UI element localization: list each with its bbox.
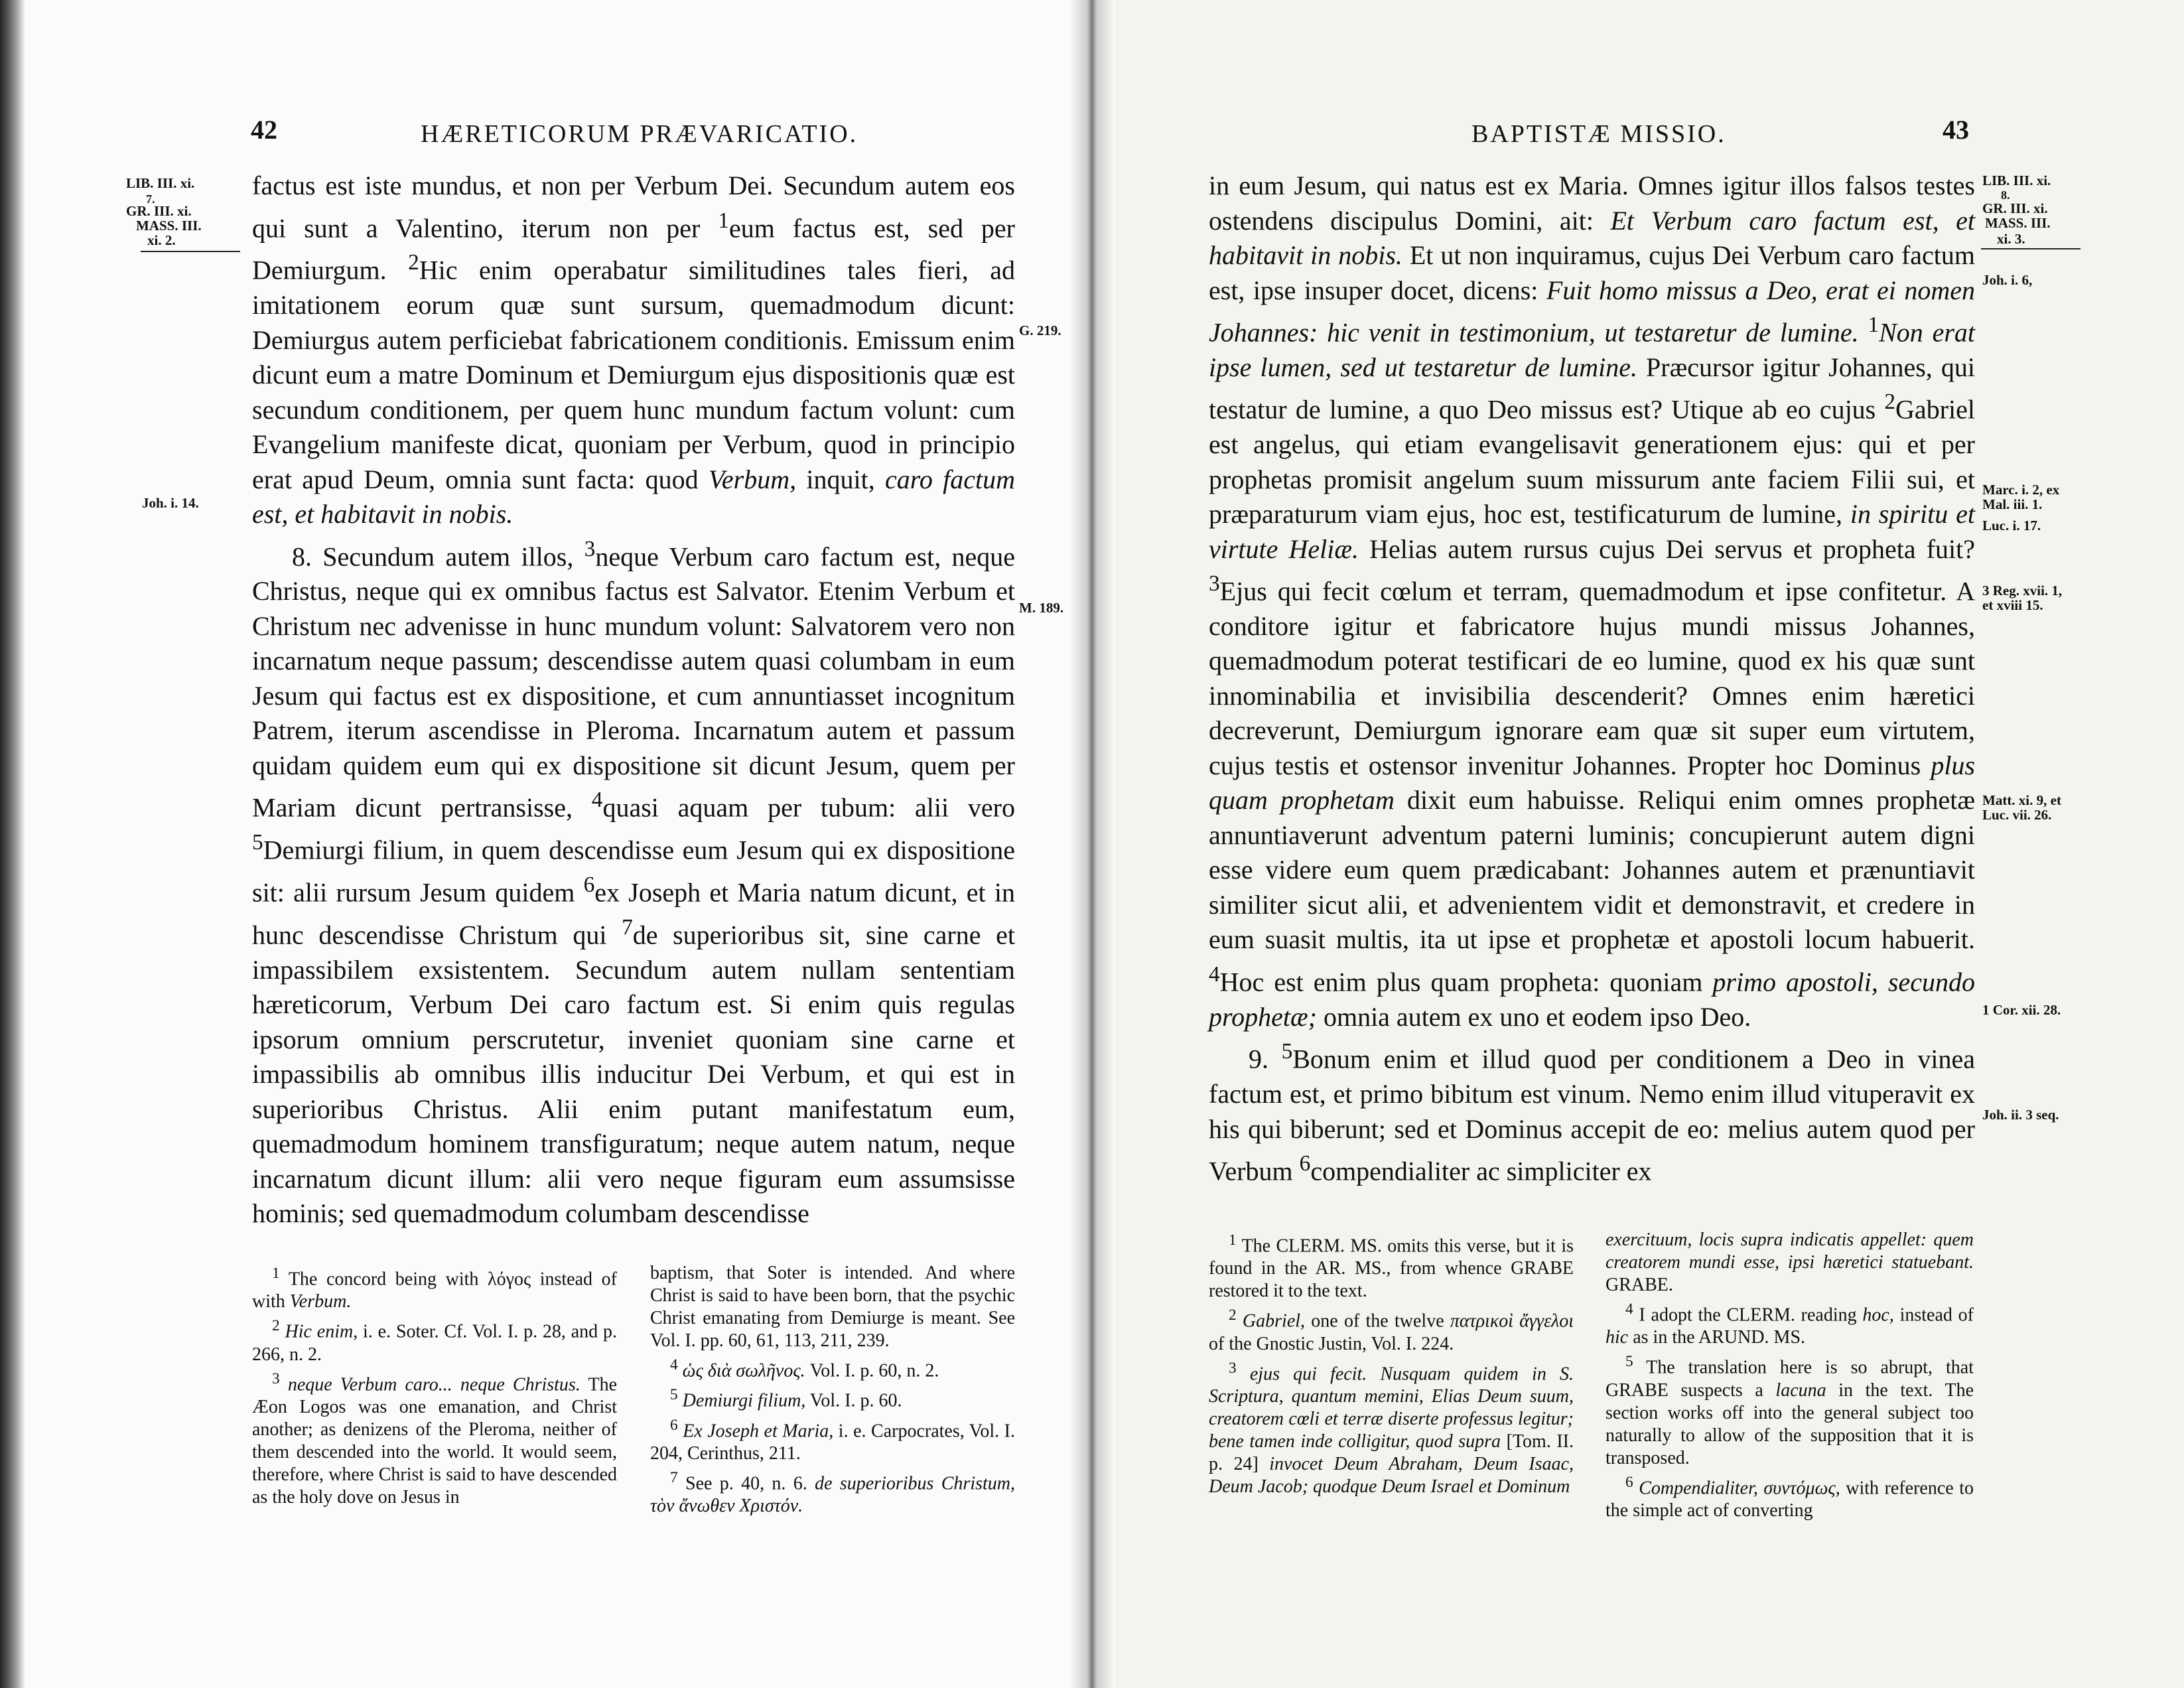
margin-note-matt: Matt. xi. 9, et [1982, 792, 2061, 808]
footnote-3: $^3$ ejus qui fecit. Nusquam quidem in S. Scriptura, quantum memini, Elias Deum suum, creatorem cœli et terræ diserte professus legitur; bene tamen inde colligitur, quod supra [Tom. II. p. 24] invocet Deum Abraham, Deum Isaac, Deum Jacob; quodque Deum Israel et Dominum [1209, 1359, 1574, 1497]
margin-note-gr-sub: 7. [146, 192, 155, 206]
book-binding-edge [0, 0, 25, 1688]
margin-note-mass: MASS. III. [136, 218, 202, 234]
margin-note-lib: LIB. III. xi. [1982, 173, 2051, 188]
margin-note-joh2: Joh. ii. 3 seq. [1982, 1107, 2059, 1123]
margin-note-cor: 1 Cor. xii. 28. [1982, 1002, 2061, 1018]
footnote-1: $^1$ The concord being with λόγος instead of with Verbum. [252, 1265, 617, 1312]
right-page [1092, 0, 2184, 1688]
margin-note-gr: GR. III. xi. [126, 203, 192, 219]
margin-note-luc: Luc. i. 17. [1982, 518, 2041, 533]
paragraph-continued: in eum Jesum, qui natus est ex Maria. Omnes igitur illos falsos testes ostendens discipulus Domini, ait: Et Verbum caro factum est, et habitavit in nobis. Et ut non inquiramus, cujus Dei Verbum caro factum est, ipse insuper docet, dicens: Fuit homo missus a Deo, erat ei nomen Johannes: hic venit in testimonium, ut testaretur de lumine. $^1$Non erat ipse lumen, sed ut testaretur de lumine. Præcursor igitur Johannes, qui testatur de lumine, a quo Deo missus est? Utique ab eo cujus $^2$Gabriel est angelus, qui etiam evangelisavit generationem ejus: qui et per prophetas promisit angelum suum missurum ante faciem Filii sui, et præparaturum viam ejus, hoc est, testificaturum de lumine, in spiritu et virtute Heliæ. Helias autem rursus cujus Dei servus et propheta fuit? $^3$Ejus qui fecit cœlum et terram, quemadmodum et ipse confitetur. A conditore igitur et fabricatore hujus mundi missus Johannes, quemadmodum poterat testificari de eo lumine, quod ex his quæ sunt innominabilia et invisibilia descenderit? Omnes enim hæretici decreverunt, Demiurgum ignorare eam quæ sit super eum virtutem, cujus testis et ostensor invenitur Johannes. Propter hoc Dominus plus quam prophetam dixit eum habuisse. Reliqui enim omnes prophetæ annuntiaverunt adventum paterni luminis; concupierunt autem digni esse videre eum quem prædicabant: Johannes autem et prænuntiavit similiter sicut alii, et advenientem vidit et demonstravit, et credere in eum suasit multis, ita ut ipse et prophetæ et apostoli locum habuerit. $^4$Hoc est enim plus quam propheta: quoniam primo apostoli, secundo prophetæ; omnia autem ex uno et eodem ipso Deo. [1209, 171, 1975, 1032]
footnote-3-continued: exercituum, locis supra indicatis appellet: quem creatorem mundi esse, ipsi hæretici statuebant. GRABE. [1605, 1230, 1974, 1295]
main-text [1209, 169, 1975, 1189]
footnote-5: $^5$ The translation here is so abrupt, that GRABE suspects a lacuna in the text. The section works off into the general subject too naturally to allow of the supposition that it is transposed. [1605, 1353, 1974, 1468]
footnote-3-continued: baptism, that Soter is intended. And where Christ is said to have been born, that the psychic Christ emanating from Demiurge is meant. See Vol. I. pp. 60, 61, 113, 211, 239. [650, 1263, 1015, 1351]
page-number: 43 [1943, 115, 1969, 145]
margin-note-reg: 3 Reg. xvii. 1, [1982, 583, 2063, 598]
margin-note-mal: Mal. iii. 1. [1982, 496, 2043, 512]
margin-note-luc2: Luc. vii. 26. [1982, 807, 2052, 823]
footnote-6: $^6$ Ex Joseph et Maria, i. e. Carpocrates, Vol. I. 204, Cerinthus, 211. [650, 1416, 1015, 1464]
footnotes-column-2 [1605, 1229, 1974, 1523]
margin-note-lib-sub: 8. [2001, 188, 2010, 202]
margin-rule [141, 251, 240, 252]
running-head: BAPTISTÆ MISSIO. [1471, 120, 1726, 148]
footnote-3: $^3$ neque Verbum caro... neque Christus. The Æon Logos was one emanation, and Christ another; as denizens of the Pleroma, neither of them descended into the world. It would seem, therefore, where Christ is said to have descended as the holy dove on Jesus in [252, 1370, 618, 1508]
margin-note-mass-sub: xi. 2. [147, 232, 176, 248]
margin-note-m189: M. 189. [1019, 600, 1064, 616]
margin-note-mass-sub: xi. 3. [1997, 231, 2025, 247]
page-number: 42 [251, 115, 277, 145]
footnote-4: $^4$ I adopt the CLERM. reading hoc, instead of hic as in the ARUND. MS. [1605, 1301, 1974, 1348]
footnote-6: $^6$ Compendialiter, συντόμως, with reference to the simple act of converting [1605, 1473, 1974, 1521]
footnote-2: $^2$ Hic enim, i. e. Soter. Cf. Vol. I. p. 28, and p. 266, n. 2. [252, 1317, 618, 1365]
margin-rule [1981, 248, 2081, 249]
margin-note-joh: Joh. i. 6, [1982, 272, 2033, 288]
footnote-5: $^5$ Demiurgi filium, Vol. I. p. 60. [670, 1386, 902, 1411]
margin-note-marc: Marc. i. 2, ex [1982, 482, 2060, 498]
footnote-7: $^7$ See p. 40, n. 6. de superioribus Christum, τὸν ἄνωθεν Χριστόν. [650, 1468, 1016, 1517]
margin-note-gr: GR. III. xi. [1982, 200, 2048, 216]
footnotes-column-1 [252, 1262, 617, 1510]
paragraph-1: factus est iste mundus, et non per Verbum Dei. Secundum autem eos qui sunt a Valentino, iterum non per $^1$eum factus est, sed per Demiurgum. $^2$Hic enim operabatur similitudines tales fieri, ad imitationem eorum quæ sunt sursum, quemadmodum dicunt: Demiurgus autem perficiebat fabricationem conditionis. Emissum enim dicunt eum a matre Dominum et Demiurgum ejus dispositionis quæ est secundum conditionem, per quem hunc mundum factum volunt: cum Evangelium manifeste dicat, quoniam per Verbum, quod in principio erat apud Deum, omnia sunt facta: quod Verbum, inquit, caro factum est, et habitavit in nobis. [252, 171, 1016, 529]
paragraph-9: 9. $^5$Bonum enim et illud quod per conditionem a Deo in vinea factum est, et primo bibitum est vinum. Nemo enim illud vituperavit ex his qui biberunt; sed et Dominus accepit de eo: melius autem quod per Verbum $^6$compendialiter ac simpliciter ex [1209, 1039, 1975, 1186]
footnote-4: $^4$ ὡς διὰ σωλῆνος. Vol. I. p. 60, n. 2. [670, 1356, 939, 1381]
margin-note-joh: Joh. i. 14. [142, 495, 199, 511]
main-text [252, 169, 1015, 1231]
margin-note-g219: G. 219. [1019, 322, 1061, 338]
margin-note-mass: MASS. III. [1985, 215, 2051, 231]
footnotes-column-2 [650, 1262, 1015, 1519]
footnotes-column-1 [1209, 1229, 1574, 1500]
margin-note-reg2: et xviii 15. [1982, 597, 2043, 613]
running-head: HÆRETICORUM PRÆVARICATIO. [421, 120, 858, 148]
footnote-1: $^1$ The CLERM. MS. omits this verse, but it is found in the AR. MS., from whence GRABE restored it to the text. [1209, 1231, 1574, 1302]
paragraph-8: 8. Secundum autem illos, $^3$neque Verbum caro factum est, neque Christus, neque qui ex omnibus factus est Salvator. Etenim Verbum et Christum nec advenisse in hunc mundum volunt: Salvatorem vero non incarnatum neque passum; descendisse autem quasi columbam in eum Jesum qui factus est ex dispositione, et cum annuntiasset incognitum Patrem, iterum ascendisse in Pleroma. Incarnatum autem et passum quidam quidem eum qui ex dispositione sit dicunt Jesum, quem per Mariam dicunt pertransisse, $^4$quasi aquam per tubum: alii vero $^5$Demiurgi filium, in quem descendisse eum Jesum qui ex dispositione sit: alii rursum Jesum quidem $^6$ex Joseph et Maria natum dicunt, et in hunc descendisse Christum qui $^7$de superioribus sit, sine carne et impassibilem exsistentem. Secundum autem nullam sententiam hæreticorum, Verbum Dei caro factum est. Si enim quis regulas ipsorum omnium perscrutetur, inveniet quoniam sine carne et impassibilis ab omnibus illis inducitur Dei Verbum, et qui est in superioribus Christus. Alii enim putant manifestatum eum, quemadmodum hominem transfiguratum; neque autem natum, neque incarnatum dicunt illum: alii vero neque figuram eum assumsisse hominis; sed quemadmodum columbam descendisse [252, 536, 1016, 1229]
footnote-2: $^2$ Gabriel, one of the twelve πατρικοὶ ἄγγελοι of the Gnostic Justin, Vol. I. 224. [1209, 1306, 1574, 1354]
margin-note-lib: LIB. III. xi. [126, 175, 195, 191]
